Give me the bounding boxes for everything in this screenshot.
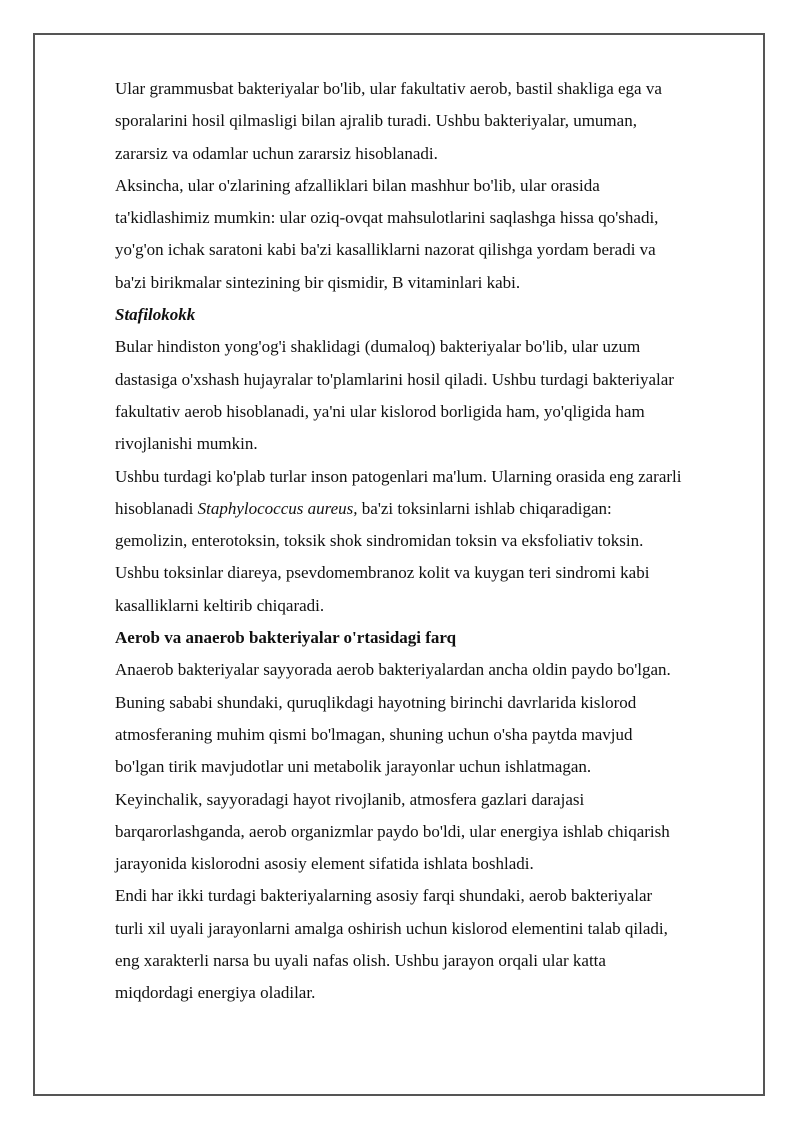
text-line: Ushbu turdagi ko'plab turlar inson patogenlari ma'lum. Ularning orasida eng zararli	[115, 466, 682, 486]
paragraph-staphylococcus-pathogens	[115, 461, 750, 622]
heading-text: Stafilokokk	[115, 305, 196, 325]
text-line: Endi har ikki turdagi bakteriyalarning asosiy farqi shundaki, aerob bakteriyalar	[115, 886, 653, 906]
text-line: barqarorlashganda, aerob organizmlar paydo bo'ldi, ular energiya ishlab chiqarish	[115, 821, 670, 841]
text-line: zararsiz va odamlar uchun zararsiz hisoblanadi.	[115, 143, 438, 163]
heading-stafilokokk	[115, 299, 750, 331]
text-line: dastasiga o'xshash hujayralar to'plamlarini hosil qiladi. Ushbu turdagi bakteriyalar	[115, 369, 674, 389]
text-segment: hisoblanadi	[115, 498, 198, 518]
text-line: kasalliklarni keltirib chiqaradi.	[115, 595, 325, 615]
text-line: sporalarini hosil qilmasligi bilan ajralib turadi. Ushbu bakteriyalar, umuman,	[115, 111, 637, 131]
text-line: jarayonida kislorodni asosiy element sifatida ishlata boshladi.	[115, 854, 534, 874]
text-line: Anaerob bakteriyalar sayyorada aerob bakteriyalardan ancha oldin paydo bo'lgan.	[115, 660, 671, 680]
species-name-italic: Staphylococcus aureus,	[197, 498, 358, 518]
text-line: Ushbu toksinlar diareya, psevdomembranoz kolit va kuygan teri sindromi kabi	[115, 563, 650, 583]
text-line: Ular grammusbat bakteriyalar bo'lib, ular fakultativ aerob, bastil shakliga ega va	[115, 79, 662, 98]
text-line: yo'g'on ichak saratoni kabi ba'zi kasalliklarni nazorat qilishga yordam beradi va	[115, 240, 656, 260]
paragraph-bacillus-description	[115, 73, 750, 170]
text-line: turli xil uyali jarayonlarni amalga oshirish uchun kislorod elementini talab qiladi,	[115, 918, 668, 938]
paragraph-anaerobic-origin	[115, 654, 750, 783]
text-line: Bular hindiston yong'og'i shaklidagi (dumaloq) bakteriyalar bo'lib, ular uzum	[115, 337, 641, 357]
paragraph-aerobic-emergence	[115, 784, 750, 881]
paragraph-staphylococcus-shape	[115, 331, 750, 460]
heading-text: Aerob va anaerob bakteriyalar o'rtasidagi farq	[115, 628, 457, 648]
text-line: Buning sababi shundaki, quruqlikdagi hayotning birinchi davrlarida kislorod	[115, 692, 637, 712]
text-line: ta'kidlashimiz mumkin: ular oziq-ovqat mahsulotlarini saqlashga hissa qo'shadi,	[115, 208, 659, 228]
text-line: gemolizin, enterotoksin, toksik shok sindromidan toksin va eksfoliativ toksin.	[115, 531, 644, 551]
text-line: atmosferaning muhim qismi bo'lmagan, shuning uchun o'sha paytda mavjud	[115, 724, 633, 744]
text-line: Aksincha, ular o'zlarining afzalliklari bilan mashhur bo'lib, ular orasida	[115, 175, 600, 195]
paragraph-main-difference	[115, 880, 750, 1009]
text-line: miqdordagi energiya oladilar.	[115, 983, 316, 1003]
paragraph-bacillus-benefits	[115, 170, 750, 299]
document-body	[115, 73, 750, 1010]
heading-aerobic-vs-anaerobic	[115, 622, 750, 654]
text-line: bo'lgan tirik mavjudotlar uni metabolik jarayonlar uchun ishlatmagan.	[115, 757, 592, 777]
text-line	[115, 493, 750, 525]
text-line: rivojlanishi mumkin.	[115, 434, 258, 454]
text-line: ba'zi birikmalar sintezining bir qismidir, B vitaminlari kabi.	[115, 272, 521, 292]
text-line: fakultativ aerob hisoblanadi, ya'ni ular kislorod borligida ham, yo'qligida ham	[115, 401, 645, 421]
text-line: eng xarakterli narsa bu uyali nafas olish. Ushbu jarayon orqali ular katta	[115, 951, 606, 971]
text-line: Keyinchalik, sayyoradagi hayot rivojlanib, atmosfera gazlari darajasi	[115, 789, 585, 809]
text-segment: ba'zi toksinlarni ishlab chiqaradigan:	[357, 498, 612, 518]
